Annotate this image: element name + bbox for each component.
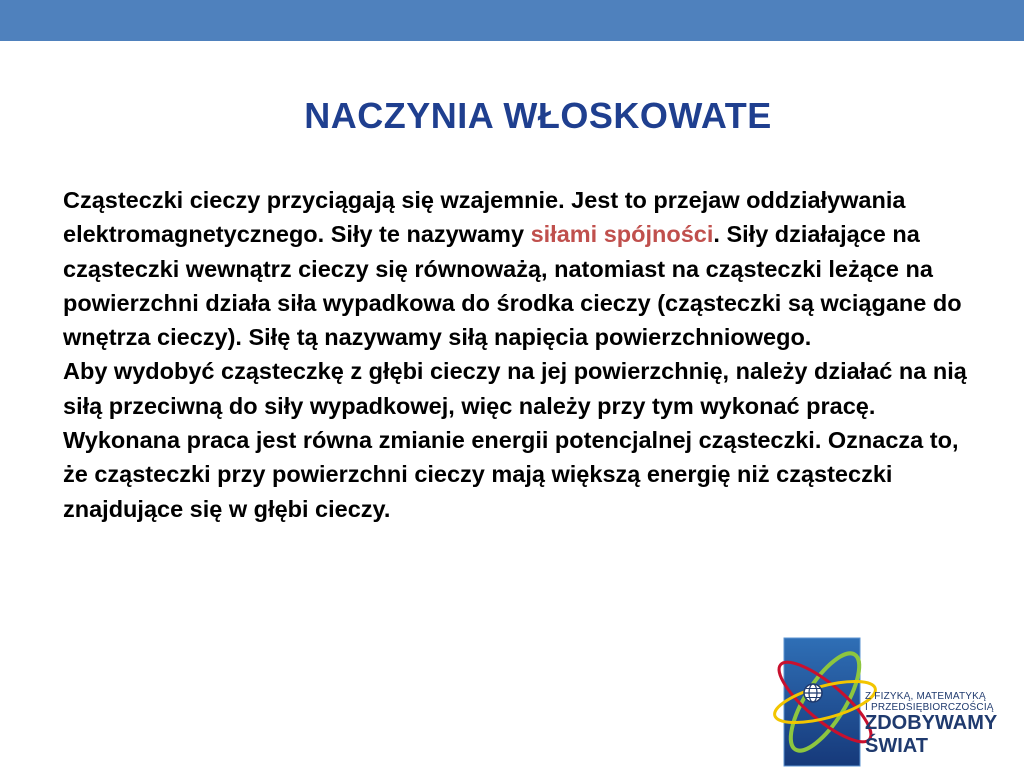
paragraph-cohesion-text-end: . Siły działające na cząsteczki wewnątrz cieczy się równoważą, natomiast na cząsteczki leżące na powierzchni działa siła wypadkowa do środka cieczy (cząsteczki są wciągane do wnętrza cieczy). Siłę tą nazywamy siłą napięcia powierzchniowego. [63, 221, 962, 351]
globe-icon [802, 682, 824, 704]
project-logo [770, 624, 1024, 768]
paragraph-cohesion [63, 183, 983, 354]
paragraph-surface-energy: Aby wydobyć cząsteczkę z głębi cieczy na jej powierzchnię, należy działać na nią siłą przeciwną do siły wypadkowej, więc należy przy tym wykonać pracę. Wykonana praca jest równa zmianie energii potencjalnej cząsteczki. Oznacza to, że cząsteczki przy powierzchni cieczy mają większą energię niż cząsteczki znajdujące się w głębi cieczy. [63, 358, 967, 522]
slide-title: NACZYNIA WŁOSKOWATE [304, 95, 772, 136]
logo-name [865, 712, 997, 758]
logo-name-line2: ŚWIAT [865, 735, 928, 757]
logo-name-line1: ZDOBYWAMY [865, 712, 998, 734]
slide-body [63, 183, 983, 526]
top-accent-bar [0, 0, 1024, 41]
logo-tagline-line2: I PRZEDSIĘBIORCZOŚCIĄ [865, 702, 994, 713]
paragraph-cohesion-text-start: Cząsteczki cieczy przyciągają się wzajemnie. Jest to przejaw oddziaływania elektromagnetycznego. Siły te nazywamy [63, 187, 906, 248]
logo-tagline-line1: Z FIZYKĄ, MATEMATYKĄ [865, 691, 986, 702]
highlighted-term: siłami spójności [530, 221, 714, 248]
logo-tagline [865, 691, 994, 713]
